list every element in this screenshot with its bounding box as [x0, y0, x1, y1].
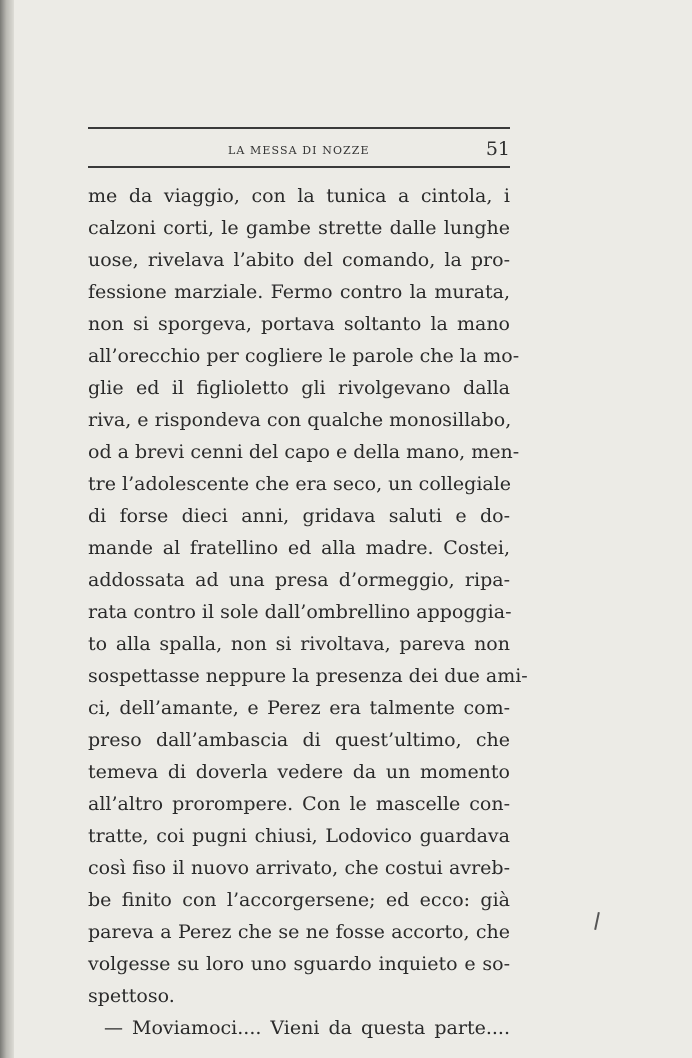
text-line: rata contro il sole dall’ombrellino appoggia-: [88, 601, 512, 623]
text-line: preso dall’ambascia di quest’ultimo, che: [88, 729, 510, 751]
text-line: to alla spalla, non si rivoltava, pareva non: [88, 633, 510, 655]
page-number: 51: [485, 138, 510, 160]
text-line: calzoni corti, le gambe strette dalle lunghe: [88, 217, 510, 239]
body-text: [88, 180, 528, 1044]
ink-mark: [594, 912, 600, 930]
text-line: sospettasse neppure la presenza dei due ami-: [88, 665, 528, 687]
text-line: tratte, coi pugni chiusi, Lodovico guardava: [88, 825, 510, 847]
text-line: tre l’adolescente che era seco, un collegiale: [88, 473, 512, 495]
text-line: temeva di doverla vedere da un momento: [88, 761, 510, 783]
text-line: be finito con l’accorgersene; ed ecco: già: [88, 889, 510, 911]
text-line: non si sporgeva, portava soltanto la mano: [88, 313, 510, 335]
text-line: riva, e rispondeva con qualche monosillabo,: [88, 409, 512, 431]
page-binding-edge: [0, 0, 14, 1058]
text-line: od a brevi cenni del capo e della mano, men-: [88, 441, 520, 463]
text-line: all’orecchio per cogliere le parole che la mo-: [88, 345, 520, 367]
text-line: ci, dell’amante, e Perez era talmente com-: [88, 697, 510, 719]
running-head: [88, 138, 510, 164]
text-line: spettoso.: [88, 985, 175, 1007]
text-line: di forse dieci anni, gridava saluti e do-: [88, 505, 510, 527]
dialogue-line: — Moviamoci.... Vieni da questa parte....: [104, 1017, 510, 1039]
text-line: all’altro prorompere. Con le mascelle con-: [88, 793, 510, 815]
text-line: addossata ad una presa d’ormeggio, ripa-: [88, 569, 510, 591]
text-line: volgesse su loro uno sguardo inquieto e so-: [88, 953, 510, 975]
text-line: così fiso il nuovo arrivato, che costui avreb-: [88, 857, 510, 879]
text-line: mande al fratellino ed alla madre. Costei,: [88, 537, 510, 559]
text-line: fessione marziale. Fermo contro la murata,: [88, 281, 510, 303]
header-rule-top: [88, 127, 510, 129]
text-line: me da viaggio, con la tunica a cintola, i: [88, 185, 510, 207]
header-rule-bottom: [88, 166, 510, 168]
running-title: LA MESSA DI NOZZE: [228, 144, 370, 157]
text-line: pareva a Perez che se ne fosse accorto, che: [88, 921, 510, 943]
text-line: uose, rivelava l’abito del comando, la pro-: [88, 249, 510, 271]
text-line: glie ed il figlioletto gli rivolgevano dalla: [88, 377, 510, 399]
